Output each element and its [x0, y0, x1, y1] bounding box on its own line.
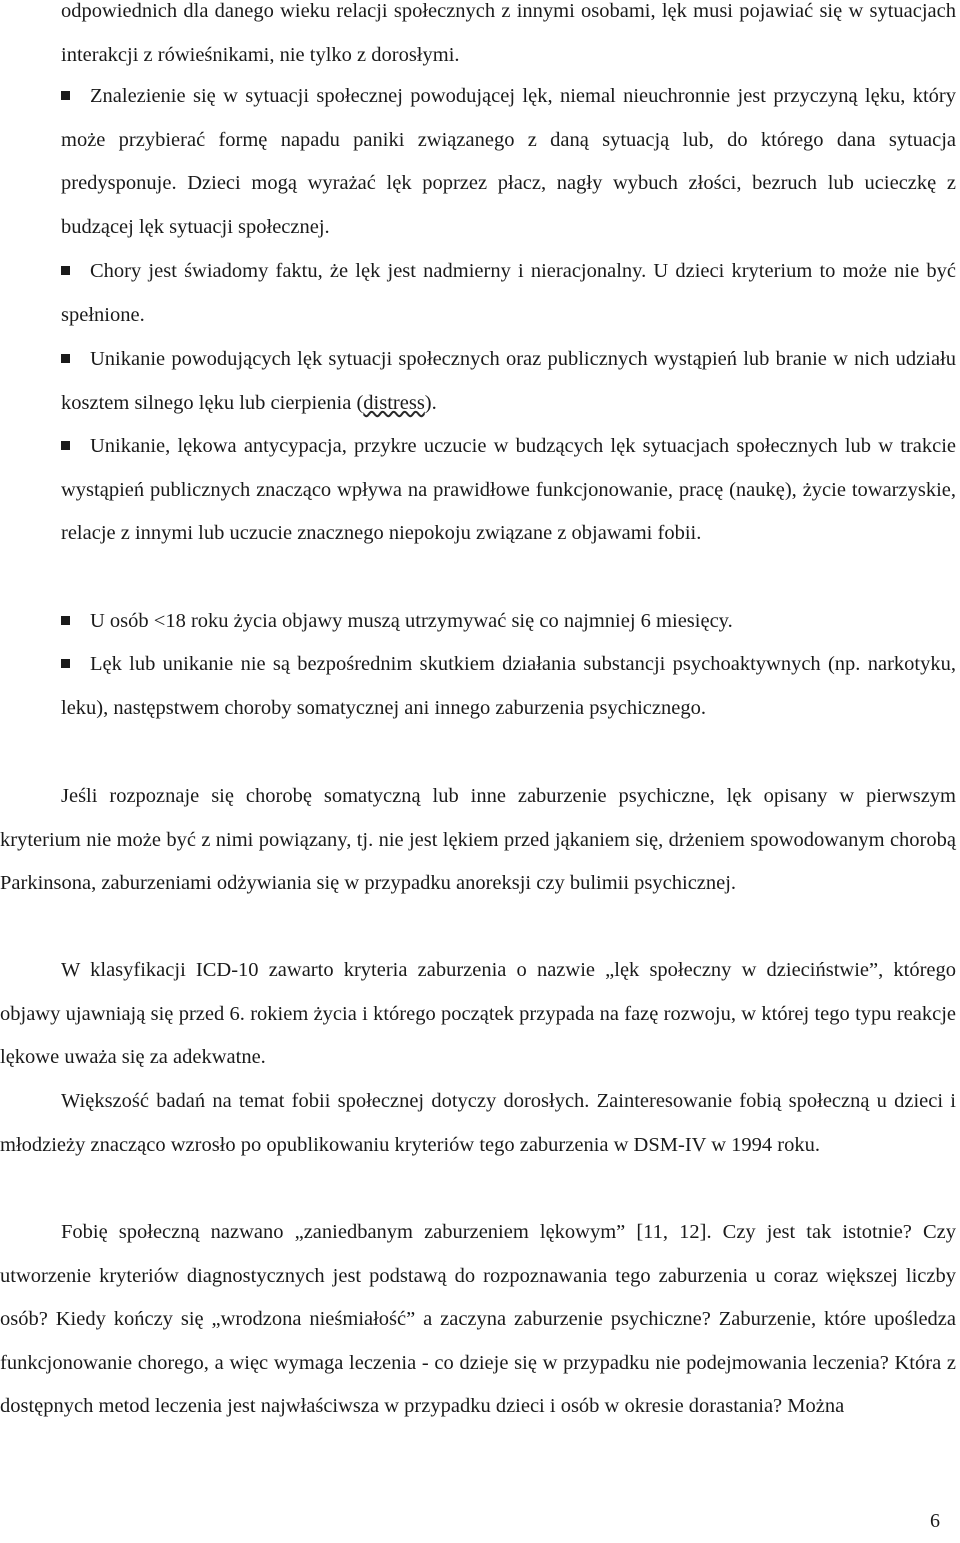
continuation-text: odpowiednich dla danego wieku relacji społecznych z innymi osobami, lęk musi pojawiać się w sytuacjach interakcji z rówieśnikami, nie tylko z dorosłymi. [61, 0, 956, 66]
square-bullet-icon [61, 354, 70, 363]
criteria-bullet-4: Unikanie, lękowa antycypacja, przykre uczucie w budzących lęk sytuacjach społecznych lub w trakcie wystąpień publicznych znacząco wpływa na prawidłowe funkcjonowanie, pracę (naukę), życie towarzyskie, relacje z innymi lub uczucie znacznego niepokoju związane z objawami fobii. [61, 435, 956, 545]
criteria-bullet-1: Znalezienie się w sytuacji społecznej powodującej lęk, niemal nieuchronnie jest przyczyną lęku, który może przybierać formę napadu paniki związanego z daną sytuacją lub, do którego dana sytuacja predysponuje. Dzieci mogą wyrażać lęk poprzez płacz, nagły wybuch złości, bezruch lub ucieczkę z budzącej lęk sytuacji społecznej. [61, 85, 956, 238]
paragraph-icd10: W klasyfikacji ICD-10 zawarto kryteria zaburzenia o nazwie „lęk społeczny w dzieciństwie”, którego objawy ujawniają się przed 6. rokiem życia i którego początek przypada na fazę rozwoju, w której tego typu reakcje lękowe uważa się za adekwatne. [0, 959, 956, 1069]
square-bullet-icon [61, 266, 70, 275]
criteria-bullet-5: U osób <18 roku życia objawy muszą utrzymywać się co najmniej 6 miesięcy. [61, 600, 956, 644]
criteria-bullet-2: Chory jest świadomy faktu, że lęk jest nadmierny i nieracjonalny. U dzieci kryterium to może nie być spełnione. [61, 260, 956, 326]
square-bullet-icon [61, 441, 70, 450]
square-bullet-icon [61, 616, 70, 625]
square-bullet-icon [61, 659, 70, 668]
criteria-bullet-6: Lęk lub unikanie nie są bezpośrednim skutkiem działania substancji psychoaktywnych (np. narkotyku, leku), następstwem choroby somatycznej ani innego zaburzenia psychicznego. [61, 653, 956, 719]
paragraph-comorbidity: Jeśli rozpoznaje się chorobę somatyczną lub inne zaburzenie psychiczne, lęk opisany w pierwszym kryterium nie może być z nimi powiązany, tj. nie jest lękiem przed jąkaniem się, drżeniem spowodowanym chorobą Parkinsona, zaburzeniami odżywiania się w przypadku anoreksji czy bulimii psychicznej. [0, 785, 956, 895]
page-number: 6 [930, 1510, 940, 1532]
paragraph-questions: Fobię społeczną nazwano „zaniedbanym zaburzeniem lękowym” [11, 12]. Czy jest tak istotnie? Czy utworzenie kryteriów diagnostycznych jest podstawą do rozpoznawania tego zaburzenia u coraz większej liczby osób? Kiedy kończy się „wrodzona nieśmiałość” a zaczyna zaburzenie psychiczne? Zaburzenie, które upośledza funkcjonowanie chorego, a więc wymaga leczenia - co dzieje się w przypadku nie podejmowania leczenia? Która z dostępnych metod leczenia jest najwłaściwsza w przypadku dzieci i osób w okresie dorastania? Można [0, 1221, 956, 1418]
distress-term: distress [363, 391, 425, 414]
paragraph-research: Większość badań na temat fobii społecznej dotyczy dorosłych. Zainteresowanie fobią społeczną u dzieci i młodzieży znacząco wzrosło po opublikowaniu kryteriów tego zaburzenia w DSM-IV w 1994 roku. [0, 1090, 956, 1156]
square-bullet-icon [61, 91, 70, 100]
criteria-bullet-3: Unikanie powodujących lęk sytuacji społecznych oraz publicznych wystąpień lub branie w nich udziału kosztem silnego lęku lub cierpienia (distress). [61, 348, 956, 414]
